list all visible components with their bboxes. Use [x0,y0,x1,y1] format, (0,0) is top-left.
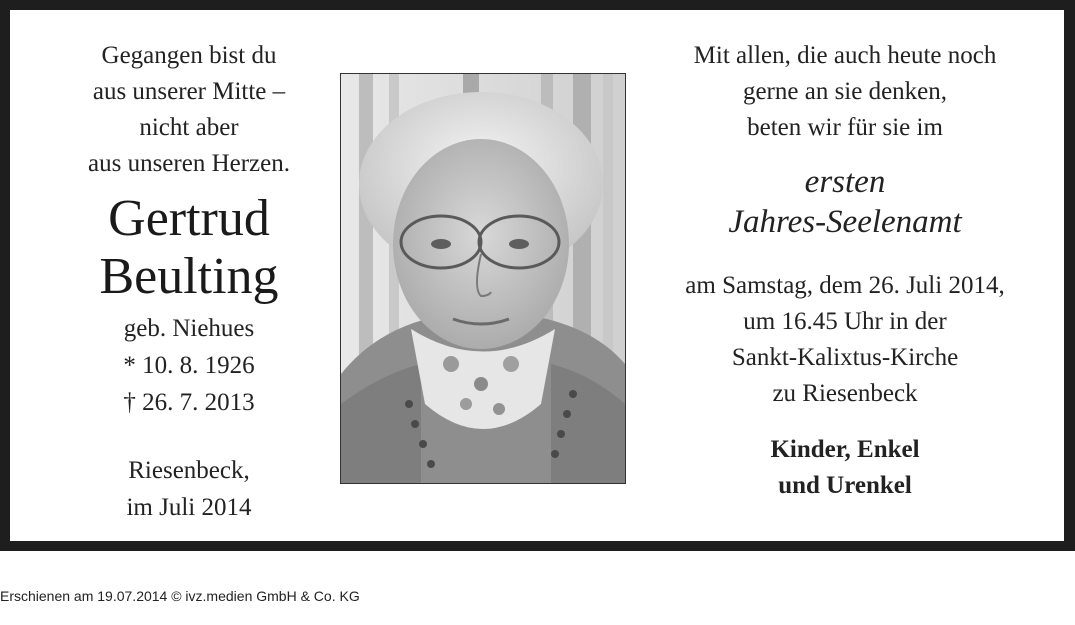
verse-line: nicht aber [139,114,239,141]
mass-title-line: ersten [804,164,886,200]
deceased-name [50,190,328,306]
mass-title [650,162,1040,242]
signature-line: und Urenkel [778,472,912,499]
service-details [650,268,1040,412]
birth-date: * 10. 8. 1926 [123,352,255,379]
obituary-notice [10,10,1064,541]
intro-line: beten wir für sie im [747,114,943,141]
intro-line: Mit allen, die auch heute noch [693,42,997,69]
death-date: † 26. 7. 2013 [123,389,255,416]
service-time: um 16.45 Uhr in der [743,308,947,335]
service-date: am Samstag, dem 26. Juli 2014, [685,272,1005,299]
prayer-intro [650,38,1040,146]
intro-line: gerne an sie denken, [742,78,948,105]
portrait-photo [340,73,626,484]
verse-line: aus unseren Herzen. [88,150,290,177]
portrait-illustration [341,74,625,483]
left-column [50,38,328,526]
service-church: Sankt-Kalixtus-Kirche [731,344,959,371]
right-column [650,38,1040,504]
service-location: zu Riesenbeck [772,380,918,407]
family-signature [650,432,1040,504]
maiden-name: geb. Niehues [123,315,255,342]
publication-footer: Erschienen am 19.07.2014 © ivz.medien GmbH & Co. KG [0,588,360,604]
mass-title-line: Jahres-Seelenamt [728,204,962,240]
first-name: Gertrud [108,190,270,247]
signature-line: Kinder, Enkel [770,436,920,463]
life-dates [50,310,328,421]
place-and-date [50,452,328,526]
verse-line: Gegangen bist du [101,42,277,69]
place: Riesenbeck, [128,457,250,484]
memorial-verse [50,38,328,182]
verse-line: aus unserer Mitte – [92,78,286,105]
last-name: Beulting [99,248,279,305]
issue-date: im Juli 2014 [126,494,252,521]
